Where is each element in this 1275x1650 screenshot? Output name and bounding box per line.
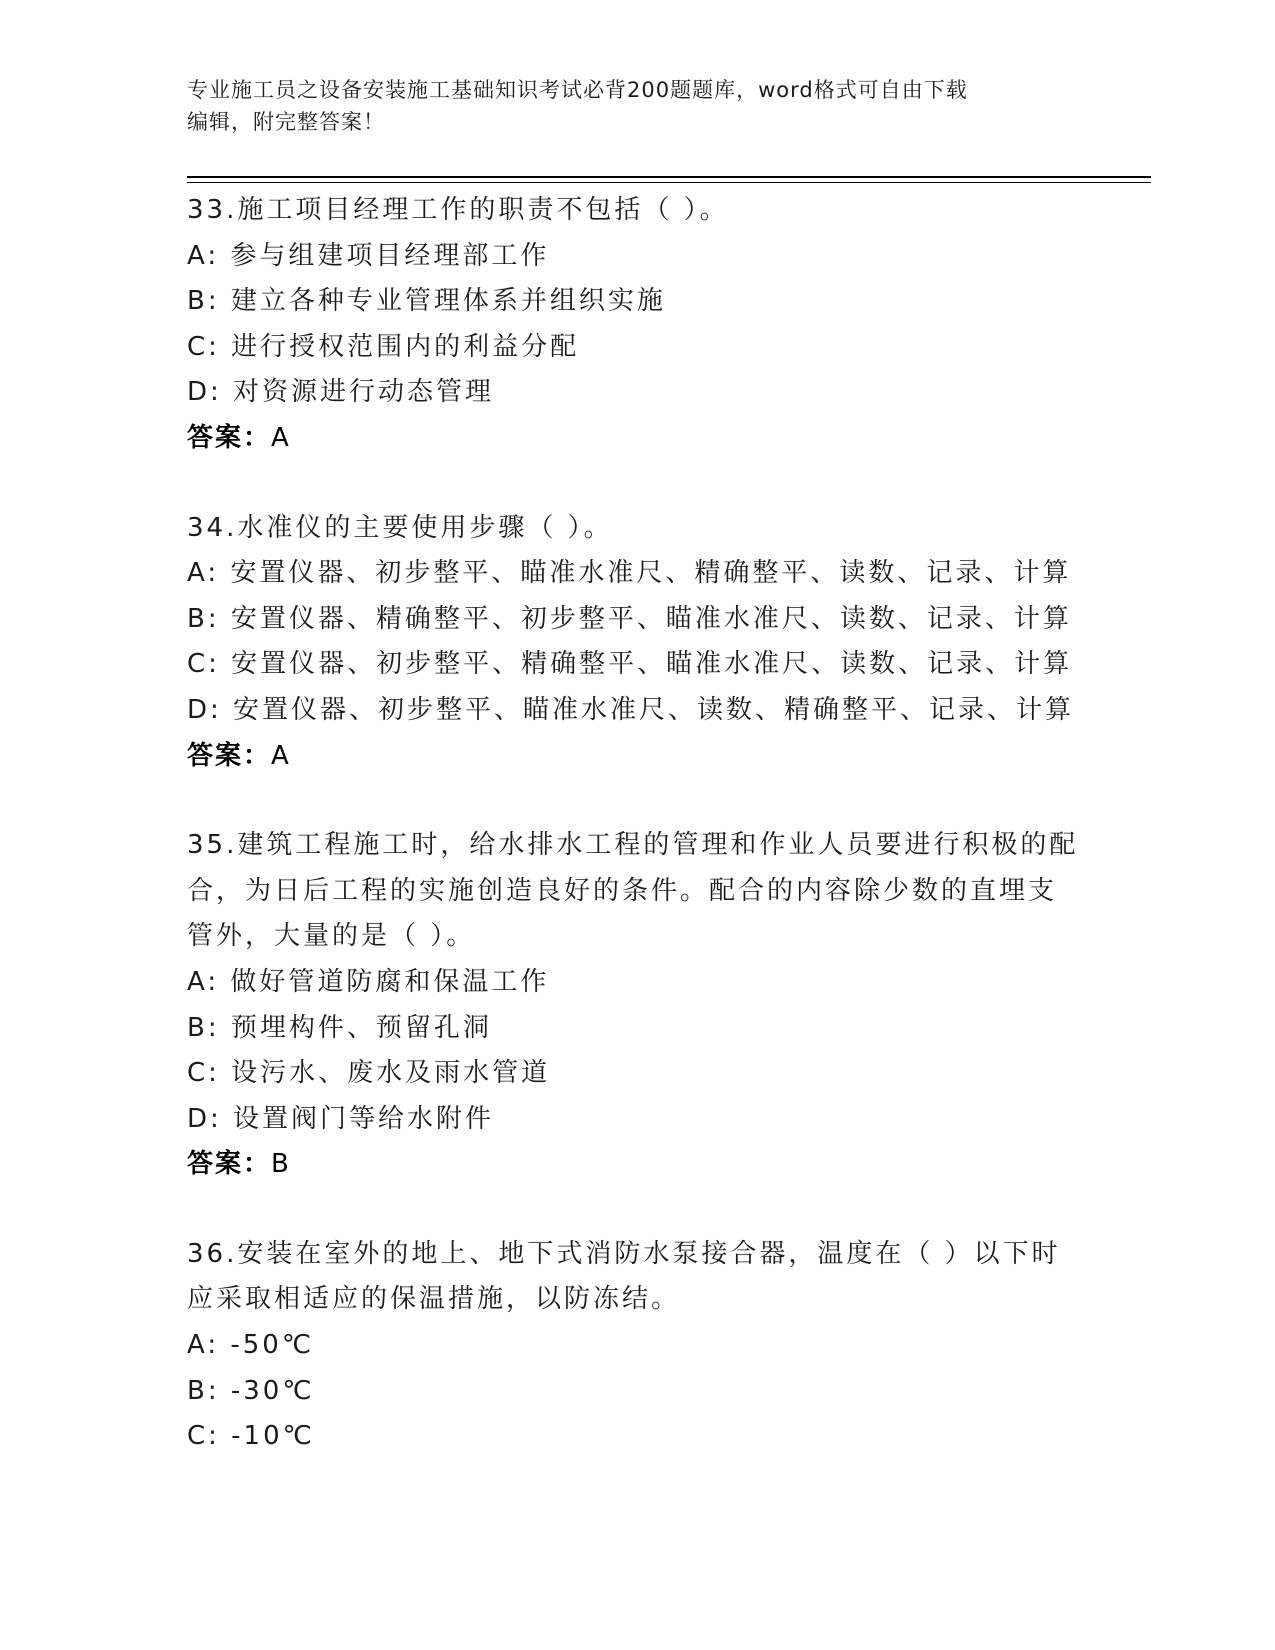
option-c: C: 进行授权范围内的利益分配 [187, 331, 580, 362]
question-35 [187, 823, 1087, 1188]
answer-line [187, 416, 1087, 462]
question-36 [187, 1232, 1087, 1460]
option-a: A: -50℃ [187, 1330, 315, 1361]
question-stem: 35.建筑工程施工时，给水排水工程的管理和作业人员要进行积极的配 [187, 830, 1079, 861]
answer-label: 答案： [187, 740, 272, 771]
option-c: C: 设污水、废水及雨水管道 [187, 1058, 551, 1089]
option-b: B: 安置仪器、精确整平、初步整平、瞄准水准尺、读数、记录、计算 [187, 603, 1072, 634]
answer-line [187, 734, 1087, 780]
option-a: A: 参与组建项目经理部工作 [187, 240, 550, 271]
question-stem: 合，为日后工程的实施创造良好的条件。配合的内容除少数的直埋支 [187, 875, 1058, 906]
answer-value: B [271, 1149, 291, 1180]
header-divider-thin [187, 182, 1151, 183]
option-c: C: -10℃ [187, 1421, 315, 1452]
option-b: B: 建立各种专业管理体系并组织实施 [187, 286, 666, 317]
question-stem: 管外，大量的是（ ）。 [187, 921, 476, 952]
answer-line [187, 1142, 1087, 1188]
header-line: 专业施工员之设备安装施工基础知识考试必背200题题库，word格式可自由下载 [187, 78, 968, 102]
option-d: D: 安置仪器、初步整平、瞄准水准尺、读数、精确整平、记录、计算 [187, 694, 1075, 725]
question-33 [187, 188, 1087, 462]
document-header [187, 74, 1067, 138]
option-a: A: 做好管道防腐和保温工作 [187, 966, 550, 997]
option-a: A: 安置仪器、初步整平、瞄准水准尺、精确整平、读数、记录、计算 [187, 558, 1072, 589]
option-d: D: 设置阀门等给水附件 [187, 1103, 495, 1134]
answer-value: A [271, 740, 291, 771]
option-b: B: 预埋构件、预留孔洞 [187, 1012, 492, 1043]
option-b: B: -30℃ [187, 1375, 315, 1406]
header-line: 编辑，附完整答案！ [187, 110, 385, 134]
question-stem: 36.安装在室外的地上、地下式消防水泵接合器，温度在（ ）以下时 [187, 1238, 1061, 1269]
question-34 [187, 506, 1087, 780]
answer-label: 答案： [187, 422, 272, 453]
option-c: C: 安置仪器、初步整平、精确整平、瞄准水准尺、读数、记录、计算 [187, 649, 1073, 680]
question-stem: 34.水准仪的主要使用步骤（ ）。 [187, 512, 613, 543]
answer-label: 答案： [187, 1149, 272, 1180]
question-list [187, 188, 1087, 1504]
header-divider [187, 176, 1151, 178]
question-stem: 33.施工项目经理工作的职责不包括（ ）。 [187, 195, 729, 225]
option-d: D: 对资源进行动态管理 [187, 377, 495, 408]
answer-value: A [271, 422, 291, 453]
question-stem: 应采取相适应的保温措施，以防冻结。 [187, 1284, 681, 1315]
